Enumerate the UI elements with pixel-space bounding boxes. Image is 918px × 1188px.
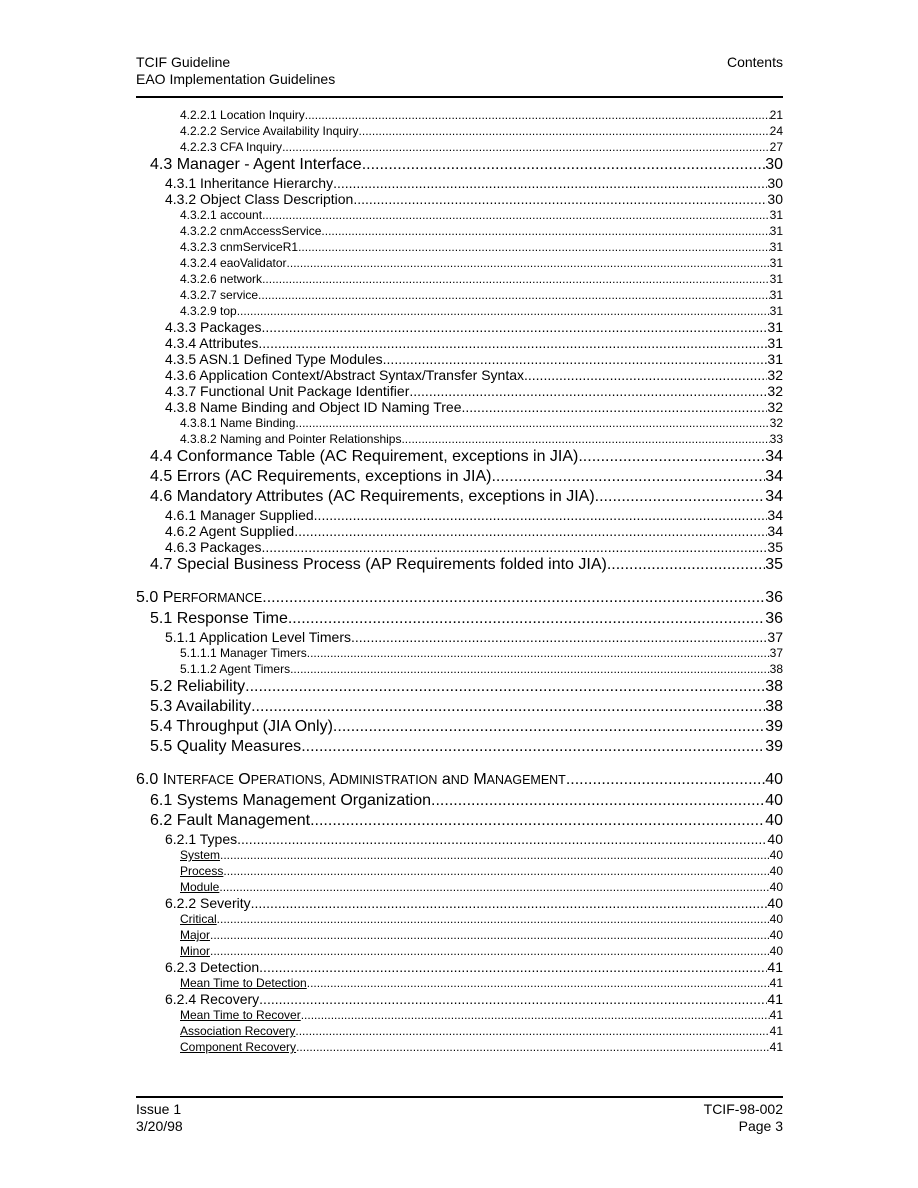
toc-entry[interactable]	[136, 1007, 783, 1023]
toc-leader-dots	[566, 768, 765, 791]
toc-entry-page: 34	[767, 507, 783, 523]
toc-entry[interactable]	[136, 959, 783, 975]
toc-entry-title: 6.2 Fault Management	[150, 812, 311, 829]
toc-entry-page: 41	[767, 959, 783, 975]
toc-entry[interactable]	[136, 911, 783, 927]
toc-entry[interactable]	[136, 645, 783, 661]
toc-leader-dots	[524, 367, 767, 383]
page-header	[136, 54, 783, 88]
toc-leader-dots	[359, 123, 770, 139]
toc-leader-dots	[262, 319, 768, 335]
toc-entry-page: 36	[765, 589, 783, 606]
toc-entry[interactable]	[136, 255, 783, 271]
toc-entry-title: Mean Time to Detection	[180, 976, 307, 990]
toc-leader-dots	[223, 863, 769, 879]
toc-leader-dots	[462, 399, 768, 415]
toc-entry-title: 4.3.2.6 network	[180, 272, 263, 286]
toc-entry-page: 31	[767, 319, 783, 335]
toc-leader-dots	[258, 287, 770, 303]
toc-entry-page: 21	[769, 108, 783, 122]
toc-leader-dots	[219, 879, 769, 895]
toc-entry-page: 40	[765, 812, 783, 829]
toc-entry-page: 40	[769, 944, 783, 958]
toc-leader-dots	[245, 677, 765, 697]
toc-leader-dots	[607, 555, 765, 575]
toc-leader-dots	[401, 431, 769, 447]
toc-entry-title: 4.3.4 Attributes	[165, 335, 259, 351]
toc-entry-page: 35	[767, 539, 783, 555]
toc-entry-title: 6.2.4 Recovery	[165, 991, 260, 1007]
toc-entry[interactable]	[136, 367, 783, 383]
toc-entry-title: 4.3.8.2 Naming and Pointer Relationships	[180, 432, 402, 446]
toc-entry-title: 5.1.1 Application Level Timers	[165, 629, 351, 645]
toc-entry[interactable]	[136, 155, 783, 175]
toc-entry-title: Minor	[180, 944, 211, 958]
toc-leader-dots	[491, 467, 765, 487]
toc-leader-dots	[210, 927, 770, 943]
toc-leader-dots	[217, 911, 770, 927]
toc-entry-page: 33	[769, 432, 783, 446]
toc-entry-title: 6.2.1 Types	[165, 831, 238, 847]
toc-entry-page: 40	[765, 771, 783, 788]
toc-entry-page: 38	[765, 698, 783, 715]
footer-issue: Issue 1	[136, 1101, 182, 1117]
toc-entry-title: 5.4 Throughput (JIA Only)	[150, 718, 333, 735]
toc-entry-page: 37	[769, 646, 783, 660]
toc-entry-page: 32	[769, 416, 783, 430]
toc-entry[interactable]	[136, 991, 783, 1007]
toc-entry[interactable]	[136, 863, 783, 879]
toc-entry[interactable]	[136, 975, 783, 991]
toc-entry[interactable]	[136, 661, 783, 677]
toc-entry[interactable]	[136, 335, 783, 351]
toc-entry-page: 40	[769, 928, 783, 942]
toc-leader-dots	[262, 586, 765, 609]
toc-section-gap	[136, 575, 783, 586]
toc-leader-dots	[294, 523, 767, 539]
toc-entry[interactable]	[136, 507, 783, 523]
toc-entry-title: 5.2 Reliability	[150, 678, 246, 695]
toc-entry-title: Process	[180, 864, 224, 878]
toc-entry-page: 41	[769, 1024, 783, 1038]
toc-entry-page: 34	[765, 448, 783, 465]
header-subtitle: EAO Implementation Guidelines	[136, 71, 336, 87]
toc-entry[interactable]	[136, 847, 783, 863]
toc-entry-title: 4.3.2.2 cnmAccessService	[180, 224, 322, 238]
toc-entry-page: 41	[767, 991, 783, 1007]
toc-leader-dots	[262, 539, 768, 555]
toc-entry-page: 31	[769, 272, 783, 286]
toc-entry-page: 32	[767, 399, 783, 415]
toc-entry-page: 39	[765, 718, 783, 735]
toc-entry-page: 38	[769, 662, 783, 676]
toc-entry-title: 6.1 Systems Management Organization	[150, 792, 432, 809]
toc-leader-dots	[259, 991, 767, 1007]
toc-entry-title: 4.3.2.4 eaoValidator	[180, 256, 287, 270]
toc-entry-title: 4.3.2.3 cnmServiceR1	[180, 240, 299, 254]
toc-entry[interactable]	[136, 629, 783, 645]
toc-entry[interactable]	[136, 447, 783, 467]
toc-leader-dots	[262, 271, 770, 287]
toc-entry[interactable]	[136, 467, 783, 487]
toc-leader-dots	[333, 175, 767, 191]
toc-entry[interactable]	[136, 811, 783, 831]
footer-page-number: Page 3	[738, 1118, 783, 1134]
toc-leader-dots	[237, 303, 770, 319]
toc-entry[interactable]	[136, 139, 783, 155]
toc-leader-dots	[305, 107, 770, 123]
toc-entry-page: 41	[769, 1008, 783, 1022]
toc-entry-title: 4.6.2 Agent Supplied	[165, 523, 295, 539]
toc-entry[interactable]	[136, 123, 783, 139]
toc-entry-page: 41	[769, 1040, 783, 1054]
toc-entry-page: 31	[767, 335, 783, 351]
footer-date: 3/20/98	[136, 1118, 183, 1134]
table-of-contents	[136, 107, 783, 1055]
toc-entry[interactable]	[136, 609, 783, 629]
toc-leader-dots	[288, 609, 765, 629]
toc-entry-page: 35	[765, 556, 783, 573]
toc-leader-dots	[409, 383, 767, 399]
toc-leader-dots	[262, 207, 770, 223]
footer-rule	[136, 1096, 783, 1098]
toc-leader-dots	[383, 351, 768, 367]
toc-entry-title: 4.3.1 Inheritance Hierarchy	[165, 175, 334, 191]
toc-entry[interactable]	[136, 943, 783, 959]
toc-entry-title: 5.1 Response Time	[150, 610, 288, 627]
toc-entry-page: 40	[769, 912, 783, 926]
toc-entry[interactable]	[136, 1023, 783, 1039]
toc-entry[interactable]	[136, 523, 783, 539]
toc-entry-title: 4.3.2.1 account	[180, 208, 263, 222]
toc-leader-dots	[237, 831, 767, 847]
toc-entry-title: 4.3.5 ASN.1 Defined Type Modules	[165, 351, 383, 367]
toc-entry-title: 5.0 PERFORMANCE	[136, 589, 263, 606]
toc-entry-page: 31	[769, 208, 783, 222]
toc-entry[interactable]	[136, 791, 783, 811]
toc-leader-dots	[595, 487, 766, 507]
toc-entry-page: 37	[767, 629, 783, 645]
toc-entry-title: 4.6.3 Packages	[165, 539, 262, 555]
toc-entry-title: 4.3.6 Application Context/Abstract Syntax/Transfer Syntax	[165, 367, 524, 383]
toc-entry[interactable]	[136, 586, 783, 609]
toc-leader-dots	[431, 791, 765, 811]
toc-entry-page: 40	[767, 895, 783, 911]
toc-entry-title: Major	[180, 928, 211, 942]
toc-leader-dots	[296, 1039, 770, 1055]
toc-entry[interactable]	[136, 895, 783, 911]
toc-entry-title: 6.2.3 Detection	[165, 959, 260, 975]
toc-entry[interactable]	[136, 239, 783, 255]
toc-entry-page: 41	[769, 976, 783, 990]
header-section: Contents	[726, 54, 783, 70]
toc-entry-page: 40	[767, 831, 783, 847]
toc-entry-page: 31	[769, 256, 783, 270]
toc-leader-dots	[251, 697, 765, 717]
toc-entry[interactable]	[136, 831, 783, 847]
toc-entry-title: 4.2.2.3 CFA Inquiry	[180, 140, 283, 154]
toc-entry-title: 4.6 Mandatory Attributes (AC Requirements, exceptions in JIA)	[150, 488, 595, 505]
toc-entry-title: 4.3.3 Packages	[165, 319, 262, 335]
toc-entry[interactable]	[136, 677, 783, 697]
toc-entry[interactable]	[136, 487, 783, 507]
toc-entry[interactable]	[136, 768, 783, 791]
toc-section-gap	[136, 757, 783, 768]
toc-entry-page: 32	[767, 383, 783, 399]
toc-entry-title: 6.2.2 Severity	[165, 895, 251, 911]
toc-entry-title: 4.3.2.7 service	[180, 288, 259, 302]
toc-entry-page: 31	[769, 288, 783, 302]
toc-leader-dots	[295, 415, 769, 431]
toc-leader-dots	[578, 447, 765, 467]
toc-entry-title: Critical	[180, 912, 217, 926]
toc-entry-title: 4.4 Conformance Table (AC Requirement, exceptions in JIA)	[150, 448, 579, 465]
toc-entry[interactable]	[136, 287, 783, 303]
header-rule	[136, 96, 783, 98]
toc-entry[interactable]	[136, 319, 783, 335]
toc-entry[interactable]	[136, 271, 783, 287]
toc-entry-page: 32	[767, 367, 783, 383]
toc-entry[interactable]	[136, 737, 783, 757]
toc-entry-page: 31	[769, 224, 783, 238]
toc-entry-title: System	[180, 848, 221, 862]
toc-leader-dots	[290, 661, 770, 677]
toc-entry-page: 34	[765, 468, 783, 485]
toc-entry-page: 34	[765, 488, 783, 505]
toc-leader-dots	[259, 959, 767, 975]
toc-entry-page: 34	[767, 523, 783, 539]
toc-leader-dots	[301, 1007, 770, 1023]
toc-entry-title: Module	[180, 880, 220, 894]
footer-doc-info	[704, 1101, 783, 1135]
toc-entry[interactable]	[136, 351, 783, 367]
toc-entry-page: 30	[765, 156, 783, 173]
toc-entry[interactable]	[136, 383, 783, 399]
toc-entry-title: Component Recovery	[180, 1040, 297, 1054]
toc-leader-dots	[362, 155, 766, 175]
toc-entry-page: 40	[769, 848, 783, 862]
toc-entry-title: 4.3.2.9 top	[180, 304, 237, 318]
toc-leader-dots	[351, 629, 767, 645]
toc-entry-title: 4.3.8.1 Name Binding	[180, 416, 296, 430]
toc-entry-title: 5.1.1.1 Manager Timers	[180, 646, 307, 660]
toc-leader-dots	[298, 239, 770, 255]
toc-entry-title: 4.3.8 Name Binding and Object ID Naming Tree	[165, 399, 462, 415]
toc-entry-page: 40	[765, 792, 783, 809]
toc-entry[interactable]	[136, 399, 783, 415]
toc-entry-title: Mean Time to Recover	[180, 1008, 301, 1022]
page-footer	[136, 1101, 783, 1135]
footer-doc-id: TCIF-98-002	[703, 1101, 783, 1117]
toc-entry[interactable]	[136, 191, 783, 207]
toc-entry[interactable]	[136, 175, 783, 191]
toc-entry-title: 5.3 Availability	[150, 698, 252, 715]
toc-entry[interactable]	[136, 207, 783, 223]
toc-entry[interactable]	[136, 431, 783, 447]
toc-entry[interactable]	[136, 223, 783, 239]
toc-entry[interactable]	[136, 539, 783, 555]
toc-entry-page: 31	[767, 351, 783, 367]
toc-leader-dots	[301, 737, 765, 757]
toc-entry-page: 30	[767, 191, 783, 207]
toc-entry-page: 24	[769, 124, 783, 138]
toc-leader-dots	[353, 191, 767, 207]
toc-leader-dots	[307, 975, 770, 991]
toc-leader-dots	[333, 717, 765, 737]
toc-leader-dots	[310, 811, 765, 831]
toc-leader-dots	[307, 645, 770, 661]
toc-leader-dots	[258, 335, 767, 351]
toc-entry-page: 38	[765, 678, 783, 695]
toc-entry-title: 4.2.2.1 Location Inquiry	[180, 108, 305, 122]
toc-entry[interactable]	[136, 717, 783, 737]
toc-leader-dots	[295, 1023, 769, 1039]
toc-entry-title: 4.6.1 Manager Supplied	[165, 507, 314, 523]
toc-entry[interactable]	[136, 555, 783, 575]
toc-entry-title: 4.3.2 Object Class Description	[165, 191, 354, 207]
toc-leader-dots	[251, 895, 768, 911]
toc-entry-page: 31	[769, 304, 783, 318]
toc-entry[interactable]	[136, 107, 783, 123]
toc-leader-dots	[321, 223, 769, 239]
toc-entry-title: 4.3.7 Functional Unit Package Identifier	[165, 383, 410, 399]
toc-leader-dots	[210, 943, 770, 959]
toc-entry-page: 40	[769, 864, 783, 878]
toc-entry[interactable]	[136, 879, 783, 895]
toc-entry-title: 5.1.1.2 Agent Timers	[180, 662, 291, 676]
toc-entry-title: Association Recovery	[180, 1024, 296, 1038]
toc-entry-page: 27	[769, 140, 783, 154]
toc-entry-title: 5.5 Quality Measures	[150, 738, 302, 755]
toc-entry-page: 30	[767, 175, 783, 191]
toc-entry[interactable]	[136, 697, 783, 717]
toc-leader-dots	[282, 139, 770, 155]
toc-entry-title: 4.7 Special Business Process (AP Requirements folded into JIA)	[150, 556, 607, 573]
toc-entry-page: 36	[765, 610, 783, 627]
toc-entry-title: 4.3 Manager - Agent Interface	[150, 156, 362, 173]
toc-leader-dots	[220, 847, 770, 863]
toc-entry[interactable]	[136, 927, 783, 943]
toc-entry-title: 4.2.2.2 Service Availability Inquiry	[180, 124, 359, 138]
toc-leader-dots	[314, 507, 768, 523]
toc-entry-page: 39	[765, 738, 783, 755]
toc-entry-page: 40	[769, 880, 783, 894]
toc-leader-dots	[287, 255, 770, 271]
header-title: TCIF Guideline	[136, 54, 231, 70]
toc-entry-title: 4.5 Errors (AC Requirements, exceptions in JIA)	[150, 468, 492, 485]
toc-entry[interactable]	[136, 415, 783, 431]
toc-entry-page: 31	[769, 240, 783, 254]
toc-entry[interactable]	[136, 1039, 783, 1055]
toc-entry[interactable]	[136, 303, 783, 319]
toc-entry-title: 6.0 INTERFACE OPERATIONS, ADMINISTRATION aND MANAGEMENT	[136, 771, 566, 788]
